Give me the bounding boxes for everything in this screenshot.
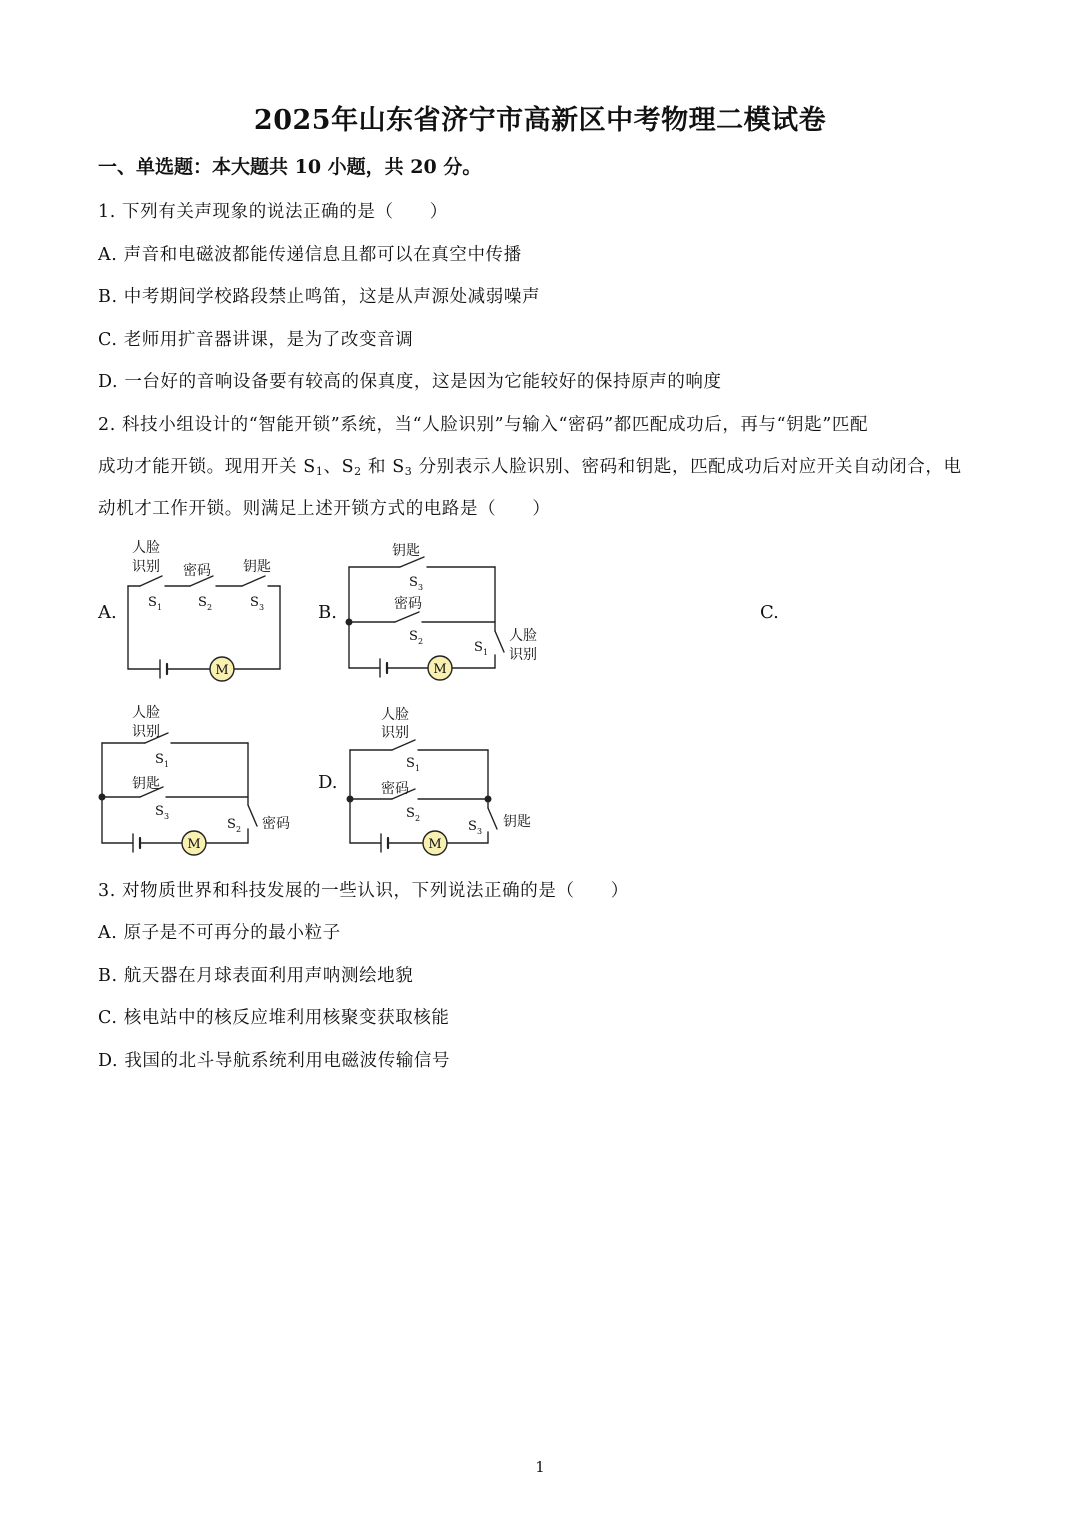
label-c-face-2: 识别 bbox=[132, 724, 160, 740]
circuit-c bbox=[99, 733, 257, 855]
label-b-s1: S bbox=[474, 640, 483, 655]
q3-option-a: A. 原子是不可再分的最小粒子 bbox=[98, 923, 341, 943]
label-c-s2: S bbox=[227, 817, 236, 832]
label-d-face-1: 人脸 bbox=[381, 707, 409, 723]
q1-stem: 1. 下列有关声现象的说法正确的是（ ） bbox=[98, 202, 448, 222]
label-b-s3-sub: 3 bbox=[418, 583, 424, 592]
label-b-s3: S bbox=[409, 575, 418, 590]
label-d-s1: S bbox=[406, 756, 415, 771]
label-b-s2: S bbox=[409, 629, 418, 644]
q3-option-c: C. 核电站中的核反应堆利用核聚变获取核能 bbox=[98, 1008, 450, 1028]
page-number: 1 bbox=[535, 1458, 545, 1476]
label-c-motor: M bbox=[187, 837, 201, 852]
label-b-s2-sub: 2 bbox=[418, 637, 424, 646]
label-a-s3: S bbox=[250, 595, 259, 610]
q2-stem-line1: 2. 科技小组设计的“智能开锁”系统，当“人脸识别”与输入“密码”都匹配成功后，再与“钥匙”匹配 bbox=[98, 415, 869, 435]
label-a-face-1: 人脸 bbox=[132, 540, 160, 556]
q2-stem-line2: 成功才能开锁。现用开关 $S_1$、$S_2$ 和 $S_3$ 分别表示人脸识别、密码和钥匙，匹配成功后对应开关自动闭合，电 bbox=[98, 457, 962, 478]
label-a-s1: S bbox=[148, 595, 157, 610]
label-c-password: 密码 bbox=[262, 816, 290, 832]
label-d-s2: S bbox=[406, 806, 415, 821]
label-b-key: 钥匙 bbox=[392, 543, 420, 559]
label-c-key: 钥匙 bbox=[132, 776, 160, 792]
label-b-password: 密码 bbox=[394, 596, 422, 612]
q2-option-c-label: C. bbox=[760, 602, 779, 623]
label-c-s2-sub: 2 bbox=[236, 825, 242, 834]
label-c-s1-sub: 1 bbox=[164, 760, 170, 769]
label-a-key: 钥匙 bbox=[243, 559, 271, 575]
q2-option-b-label: B. bbox=[318, 602, 337, 623]
label-d-s3-sub: 3 bbox=[477, 827, 483, 836]
q2-stem-line3: 动机才工作开锁。则满足上述开锁方式的电路是（ ） bbox=[98, 499, 551, 519]
label-b-face-1: 人脸 bbox=[509, 628, 537, 644]
label-b-s1-sub: 1 bbox=[483, 648, 489, 657]
q1-option-b: B. 中考期间学校路段禁止鸣笛，这是从声源处减弱噪声 bbox=[98, 287, 541, 307]
label-d-face-2: 识别 bbox=[381, 725, 409, 741]
label-a-s2-sub: 2 bbox=[207, 603, 213, 612]
q3-stem: 3. 对物质世界和科技发展的一些认识，下列说法正确的是（ ） bbox=[98, 881, 629, 901]
q1-option-c: C. 老师用扩音器讲课，是为了改变音调 bbox=[98, 330, 414, 350]
label-d-motor: M bbox=[428, 837, 442, 852]
label-b-face-2: 识别 bbox=[509, 647, 537, 663]
label-c-face-1: 人脸 bbox=[132, 705, 160, 721]
q3-option-b: B. 航天器在月球表面利用声呐测绘地貌 bbox=[98, 966, 414, 986]
label-c-s3: S bbox=[155, 804, 164, 819]
section-heading: 一、单选题：本大题共 10 小题，共 20 分。 bbox=[98, 156, 482, 178]
q2-option-d-label: D. bbox=[318, 772, 338, 793]
label-a-s2: S bbox=[198, 595, 207, 610]
label-a-s1-sub: 1 bbox=[157, 603, 163, 612]
label-c-s1: S bbox=[155, 752, 164, 767]
label-d-key: 钥匙 bbox=[503, 814, 531, 830]
label-d-s3: S bbox=[468, 819, 477, 834]
label-d-s2-sub: 2 bbox=[415, 814, 421, 823]
circuit-d bbox=[347, 740, 497, 855]
label-d-s1-sub: 1 bbox=[415, 764, 421, 773]
label-a-s3-sub: 3 bbox=[259, 603, 265, 612]
q1-option-d: D. 一台好的音响设备要有较高的保真度，这是因为它能较好的保持原声的响度 bbox=[98, 372, 722, 392]
label-a-password: 密码 bbox=[183, 563, 211, 579]
circuit-b bbox=[346, 557, 504, 680]
q2-option-a-label: A. bbox=[98, 602, 117, 623]
label-a-face-2: 识别 bbox=[132, 559, 160, 575]
label-b-motor: M bbox=[433, 662, 447, 677]
label-c-s3-sub: 3 bbox=[164, 812, 170, 821]
q3-option-d: D. 我国的北斗导航系统利用电磁波传输信号 bbox=[98, 1051, 451, 1071]
exam-title: 2025年山东省济宁市高新区中考物理二模试卷 bbox=[253, 105, 827, 136]
circuit-a bbox=[128, 576, 280, 681]
label-d-password: 密码 bbox=[381, 781, 409, 797]
label-a-motor: M bbox=[215, 663, 229, 678]
q1-option-a: A. 声音和电磁波都能传递信息且都可以在真空中传播 bbox=[98, 245, 522, 265]
